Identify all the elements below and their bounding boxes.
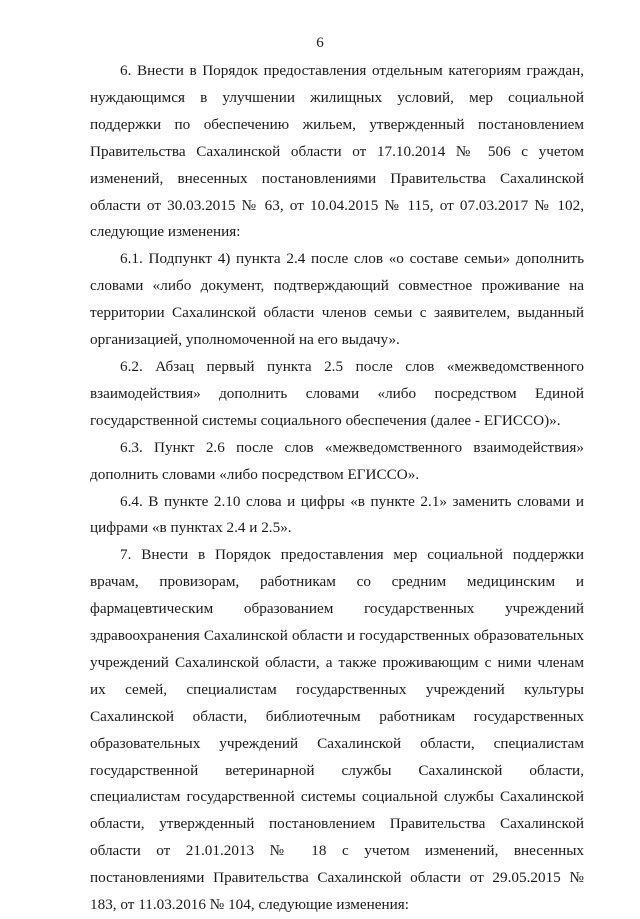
paragraph-6-3: 6.3. Пункт 2.6 после слов «межведомственного взаимодействия» дополнить словами «либо посредством ЕГИССО». — [90, 438, 584, 483]
document-body — [90, 58, 584, 919]
paragraph-6-2: 6.2. Абзац первый пункта 2.5 после слов «межведомственного взаимодействия» дополнить словами «либо посредством Единой государственной системы социального обеспечения (далее - ЕГИССО)». — [90, 357, 584, 429]
page-number: 6 — [316, 35, 324, 51]
paragraph-6: 6. Внести в Порядок предоставления отдельным категориям граждан, нуждающимся в улучшении жилищных условий, мер социальной поддержки по обеспечению жильем, утвержденный постановлением Правительства Сахалинской области от 17.10.2014 № 506 с учетом изменений, внесенных постановлениями Правительства Сахалинской области от 30.03.2015 № 63, от 10.04.2015 № 115, от 07.03.2017 № 102, следующие изменения: — [90, 62, 584, 241]
paragraph-6-1: 6.1. Подпункт 4) пункта 2.4 после слов «о составе семьи» дополнить словами «либо документ, подтверждающий совместное проживание на территории Сахалинской области членов семьи с заявителем, выданный организацией, уполномоченной на его выдачу». — [90, 250, 584, 349]
paragraph-6-4: 6.4. В пункте 2.10 слова и цифры «в пункте 2.1» заменить словами и цифрами «в пунктах 2.4 и 2.5». — [90, 492, 584, 537]
paragraph-7: 7. Внести в Порядок предоставления мер социальной поддержки врачам, провизорам, работникам со средним медицинским и фармацевтическим образованием государственных учреждений здравоохранения Сахалинской области и государственных образовательных учреждений Сахалинской области, а также проживающим с ними членам их семей, специалистам государственных учреждений культуры Сахалинской области, библиотечным работникам государственных образовательных учреждений Сахалинской области, специалистам государственной ветеринарной службы Сахалинской области, специалистам государственной системы социальной службы Сахалинской области, утвержденный постановлением Правительства Сахалинской области от 21.01.2013 № 18 с учетом изменений, внесенных постановлениями Правительства Сахалинской области от 29.05.2015 № 183, от 11.03.2016 № 104, следующие изменения: — [90, 546, 584, 914]
